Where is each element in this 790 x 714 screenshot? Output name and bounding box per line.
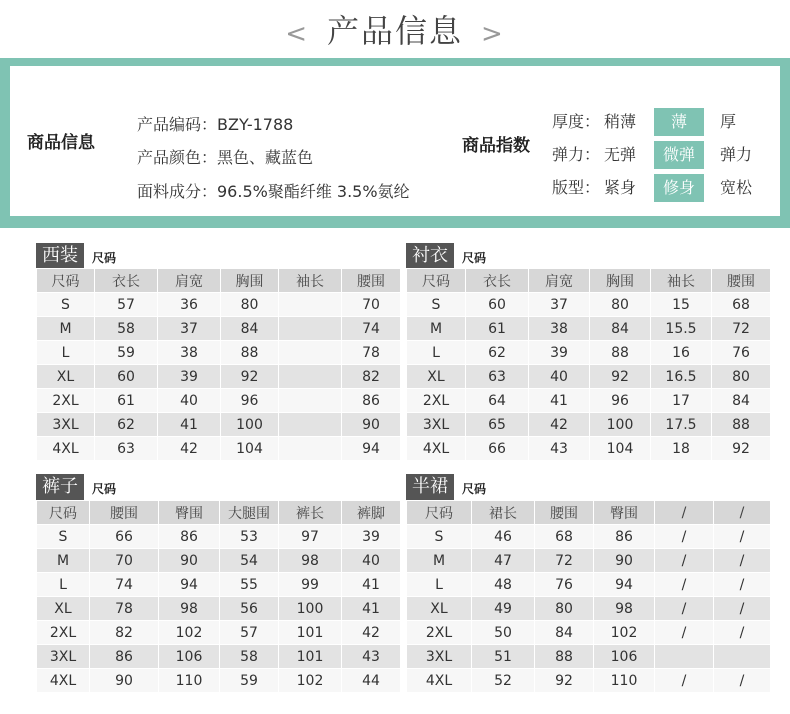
table-cell: 63 <box>95 437 158 461</box>
table-header-cell: 裙长 <box>472 501 535 525</box>
table-cell <box>279 317 342 341</box>
table-row <box>37 621 401 645</box>
table-cell: / <box>655 621 714 645</box>
info-label: 商品信息 <box>27 133 95 153</box>
product-color: 产品颜色：黑色、藏蓝色 <box>137 148 314 167</box>
table-cell: 18 <box>651 437 712 461</box>
table-row <box>407 437 771 461</box>
table-cell: 42 <box>158 437 221 461</box>
table-cell: 17 <box>651 389 712 413</box>
table-header-cell: 袖长 <box>279 269 342 293</box>
table-cell: 16.5 <box>651 365 712 389</box>
table-cell: 94 <box>594 573 655 597</box>
table-cell: L <box>407 573 472 597</box>
table-cell: 56 <box>220 597 279 621</box>
table-header-cell: 腰围 <box>342 269 401 293</box>
table-row <box>407 389 771 413</box>
table-cell: 70 <box>342 293 401 317</box>
table-cell: 106 <box>594 645 655 669</box>
table-header-cell: / <box>655 501 714 525</box>
table-row <box>37 341 401 365</box>
table-cell: 110 <box>594 669 655 693</box>
table-cell: 102 <box>594 621 655 645</box>
table-cell: 96 <box>221 389 279 413</box>
table-row <box>37 365 401 389</box>
table-cell: 47 <box>472 549 535 573</box>
index-option: 稍薄 <box>604 112 637 131</box>
table-cell: 40 <box>342 549 401 573</box>
table-cell: 16 <box>651 341 712 365</box>
size-table <box>406 268 771 461</box>
table-cell: 92 <box>535 669 594 693</box>
table-cell: 92 <box>712 437 771 461</box>
table-cell: 64 <box>466 389 529 413</box>
index-name: 厚度： <box>552 112 601 131</box>
table-cell: 52 <box>472 669 535 693</box>
table-cell: 84 <box>590 317 651 341</box>
table-subtitle: 尺码 <box>92 482 117 496</box>
table-cell: 100 <box>221 413 279 437</box>
chevron-right-icon: > <box>481 19 505 49</box>
table-cell: L <box>37 573 90 597</box>
table-cell: 61 <box>95 389 158 413</box>
table-header-cell: 裤长 <box>279 501 342 525</box>
table-cell: 72 <box>712 317 771 341</box>
table-cell: 96 <box>590 389 651 413</box>
table-cell: 86 <box>90 645 159 669</box>
table-cell: 48 <box>472 573 535 597</box>
table-cell: 3XL <box>37 413 95 437</box>
table-cell: XL <box>37 365 95 389</box>
table-cell: 80 <box>590 293 651 317</box>
table-cell: 80 <box>712 365 771 389</box>
table-cell: 82 <box>90 621 159 645</box>
table-cell: 2XL <box>37 621 90 645</box>
table-cell: 70 <box>90 549 159 573</box>
table-row <box>37 669 401 693</box>
table-cell: 46 <box>472 525 535 549</box>
table-cell: 59 <box>220 669 279 693</box>
table-header-cell: 腰围 <box>535 501 594 525</box>
table-cell: XL <box>407 365 466 389</box>
table-cell: 98 <box>594 597 655 621</box>
table-row <box>407 621 771 645</box>
index-option-selected: 微弹 <box>654 141 704 169</box>
table-cell: 36 <box>158 293 221 317</box>
table-name: 衬衣 <box>406 243 454 269</box>
table-cell: 78 <box>90 597 159 621</box>
table-cell: 82 <box>342 365 401 389</box>
table-cell: 51 <box>472 645 535 669</box>
table-cell <box>714 645 771 669</box>
table-cell: / <box>655 525 714 549</box>
table-cell: 17.5 <box>651 413 712 437</box>
table-row <box>407 645 771 669</box>
table-cell: 104 <box>590 437 651 461</box>
table-cell: 60 <box>95 365 158 389</box>
size-table <box>36 268 401 461</box>
table-cell: 68 <box>712 293 771 317</box>
table-cell: 86 <box>342 389 401 413</box>
table-header-cell: 腰围 <box>90 501 159 525</box>
table-cell: 55 <box>220 573 279 597</box>
table-cell: 4XL <box>407 669 472 693</box>
size-table <box>406 500 771 693</box>
table-cell: S <box>37 293 95 317</box>
table-cell: 65 <box>466 413 529 437</box>
table-cell: 92 <box>221 365 279 389</box>
table-row <box>37 437 401 461</box>
table-header-row <box>37 501 401 525</box>
table-header-cell: 臀围 <box>159 501 220 525</box>
table-cell <box>279 293 342 317</box>
table-cell: 66 <box>466 437 529 461</box>
table-cell <box>279 437 342 461</box>
table-header-row <box>407 501 771 525</box>
table-cell: 74 <box>342 317 401 341</box>
table-cell: 102 <box>279 669 342 693</box>
table-cell: 41 <box>158 413 221 437</box>
table-cell: 104 <box>221 437 279 461</box>
table-cell: 41 <box>342 597 401 621</box>
table-cell: / <box>655 549 714 573</box>
table-header-row <box>407 269 771 293</box>
table-cell: 76 <box>535 573 594 597</box>
table-subtitle: 尺码 <box>462 251 487 265</box>
index-option: 弹力 <box>720 145 753 164</box>
table-cell: 78 <box>342 341 401 365</box>
table-cell: 72 <box>535 549 594 573</box>
table-cell: 76 <box>712 341 771 365</box>
table-header-cell: 胸围 <box>590 269 651 293</box>
table-row <box>37 573 401 597</box>
table-cell: / <box>714 525 771 549</box>
table-cell: 100 <box>590 413 651 437</box>
table-cell: / <box>714 621 771 645</box>
page-title: 产品信息 <box>326 12 463 50</box>
table-cell: 38 <box>158 341 221 365</box>
table-cell: 98 <box>279 549 342 573</box>
table-header-cell: 尺码 <box>37 269 95 293</box>
table-cell: 37 <box>158 317 221 341</box>
table-row <box>407 573 771 597</box>
table-cell: 37 <box>529 293 590 317</box>
table-subtitle: 尺码 <box>462 482 487 496</box>
table-cell: 99 <box>279 573 342 597</box>
table-cell: 90 <box>90 669 159 693</box>
table-cell: 39 <box>342 525 401 549</box>
page-title-bar <box>0 6 790 52</box>
index-option: 无弹 <box>604 145 637 164</box>
table-cell: 2XL <box>37 389 95 413</box>
table-cell: 88 <box>535 645 594 669</box>
table-cell: 57 <box>95 293 158 317</box>
table-cell: 90 <box>594 549 655 573</box>
table-header-cell: 尺码 <box>407 501 472 525</box>
index-option: 宽松 <box>720 178 753 197</box>
table-cell: 38 <box>529 317 590 341</box>
table-cell: 92 <box>590 365 651 389</box>
table-cell: 15 <box>651 293 712 317</box>
table-name: 裤子 <box>36 474 84 500</box>
table-cell: 39 <box>158 365 221 389</box>
table-cell: / <box>714 669 771 693</box>
table-row <box>37 645 401 669</box>
table-cell: 84 <box>221 317 279 341</box>
table-cell: 110 <box>159 669 220 693</box>
table-cell: 2XL <box>407 621 472 645</box>
table-header-cell: 裤脚 <box>342 501 401 525</box>
table-cell: 86 <box>159 525 220 549</box>
table-cell: 58 <box>95 317 158 341</box>
table-cell: / <box>655 573 714 597</box>
table-cell: 84 <box>535 621 594 645</box>
table-cell: M <box>407 549 472 573</box>
table-header-cell: 衣长 <box>466 269 529 293</box>
table-cell: M <box>37 549 90 573</box>
table-name: 半裙 <box>406 474 454 500</box>
table-cell: 62 <box>95 413 158 437</box>
table-cell: 49 <box>472 597 535 621</box>
table-cell: 88 <box>221 341 279 365</box>
table-cell: 44 <box>342 669 401 693</box>
table-cell: 98 <box>159 597 220 621</box>
table-cell: / <box>714 549 771 573</box>
table-cell: 2XL <box>407 389 466 413</box>
table-cell: 40 <box>529 365 590 389</box>
table-cell: / <box>655 597 714 621</box>
index-option-selected: 修身 <box>654 174 704 202</box>
table-row <box>407 597 771 621</box>
table-cell: 101 <box>279 645 342 669</box>
table-header-cell: 肩宽 <box>529 269 590 293</box>
table-cell: XL <box>37 597 90 621</box>
table-cell: XL <box>407 597 472 621</box>
table-header-cell: 大腿围 <box>220 501 279 525</box>
index-option: 紧身 <box>604 178 637 197</box>
table-row <box>37 293 401 317</box>
table-row <box>37 525 401 549</box>
table-cell: 100 <box>279 597 342 621</box>
table-row <box>37 389 401 413</box>
table-cell: 101 <box>279 621 342 645</box>
table-row <box>407 525 771 549</box>
table-row <box>407 669 771 693</box>
table-cell: 40 <box>158 389 221 413</box>
table-row <box>407 413 771 437</box>
table-cell: 94 <box>159 573 220 597</box>
table-cell: 41 <box>529 389 590 413</box>
table-title <box>36 243 116 269</box>
table-cell: 61 <box>466 317 529 341</box>
table-cell: 63 <box>466 365 529 389</box>
table-cell: 80 <box>535 597 594 621</box>
table-header-cell: 胸围 <box>221 269 279 293</box>
table-cell: 15.5 <box>651 317 712 341</box>
size-table <box>36 500 401 693</box>
table-cell: 58 <box>220 645 279 669</box>
table-subtitle: 尺码 <box>92 251 117 265</box>
table-cell: M <box>37 317 95 341</box>
index-option-selected: 薄 <box>654 108 704 136</box>
table-cell: 84 <box>712 389 771 413</box>
table-cell: 90 <box>342 413 401 437</box>
table-cell: S <box>407 525 472 549</box>
table-header-cell: 袖长 <box>651 269 712 293</box>
table-cell: 68 <box>535 525 594 549</box>
table-cell: 74 <box>90 573 159 597</box>
table-cell: L <box>37 341 95 365</box>
table-cell: 88 <box>712 413 771 437</box>
table-cell: 102 <box>159 621 220 645</box>
table-cell: 62 <box>466 341 529 365</box>
index-name: 弹力： <box>552 145 601 164</box>
table-cell: 90 <box>159 549 220 573</box>
table-cell: 54 <box>220 549 279 573</box>
table-cell: 94 <box>342 437 401 461</box>
table-cell: / <box>714 597 771 621</box>
table-cell: 106 <box>159 645 220 669</box>
table-cell: 66 <box>90 525 159 549</box>
table-header-cell: 臀围 <box>594 501 655 525</box>
table-header-cell: 尺码 <box>37 501 90 525</box>
table-header-cell: 尺码 <box>407 269 466 293</box>
table-cell: 3XL <box>37 645 90 669</box>
table-cell: 4XL <box>37 669 90 693</box>
table-cell: 50 <box>472 621 535 645</box>
table-cell <box>655 645 714 669</box>
table-cell: M <box>407 317 466 341</box>
table-cell: 42 <box>529 413 590 437</box>
table-cell: / <box>714 573 771 597</box>
table-cell: 86 <box>594 525 655 549</box>
table-cell: 3XL <box>407 413 466 437</box>
table-cell: 97 <box>279 525 342 549</box>
table-cell <box>279 413 342 437</box>
table-header-cell: 腰围 <box>712 269 771 293</box>
table-header-cell: / <box>714 501 771 525</box>
table-row <box>407 317 771 341</box>
table-cell: S <box>37 525 90 549</box>
table-cell: 53 <box>220 525 279 549</box>
table-cell: L <box>407 341 466 365</box>
table-cell <box>279 389 342 413</box>
chevron-left-icon: < <box>285 19 309 49</box>
table-cell: 41 <box>342 573 401 597</box>
table-cell <box>279 365 342 389</box>
index-name: 版型： <box>552 178 601 197</box>
table-cell: 60 <box>466 293 529 317</box>
table-title <box>406 474 486 500</box>
table-row <box>37 413 401 437</box>
index-option: 厚 <box>720 112 737 131</box>
table-title <box>406 243 486 269</box>
table-cell: 43 <box>342 645 401 669</box>
table-row <box>407 549 771 573</box>
table-cell: 88 <box>590 341 651 365</box>
table-cell: 57 <box>220 621 279 645</box>
table-header-row <box>37 269 401 293</box>
table-cell: 4XL <box>37 437 95 461</box>
table-row <box>37 597 401 621</box>
table-cell: S <box>407 293 466 317</box>
table-name: 西装 <box>36 243 84 269</box>
product-code: 产品编码：BZY-1788 <box>137 115 294 134</box>
table-row <box>37 549 401 573</box>
product-material: 面料成分：96.5%聚酯纤维 3.5%氨纶 <box>137 182 410 201</box>
table-row <box>407 341 771 365</box>
index-label: 商品指数 <box>462 136 530 156</box>
table-cell: 4XL <box>407 437 466 461</box>
table-row <box>407 365 771 389</box>
table-cell: 80 <box>221 293 279 317</box>
table-cell: / <box>655 669 714 693</box>
table-cell: 59 <box>95 341 158 365</box>
table-row <box>37 317 401 341</box>
table-cell <box>279 341 342 365</box>
table-header-cell: 衣长 <box>95 269 158 293</box>
table-title <box>36 474 116 500</box>
table-row <box>407 293 771 317</box>
table-cell: 43 <box>529 437 590 461</box>
table-cell: 39 <box>529 341 590 365</box>
table-cell: 42 <box>342 621 401 645</box>
table-cell: 3XL <box>407 645 472 669</box>
table-header-cell: 肩宽 <box>158 269 221 293</box>
